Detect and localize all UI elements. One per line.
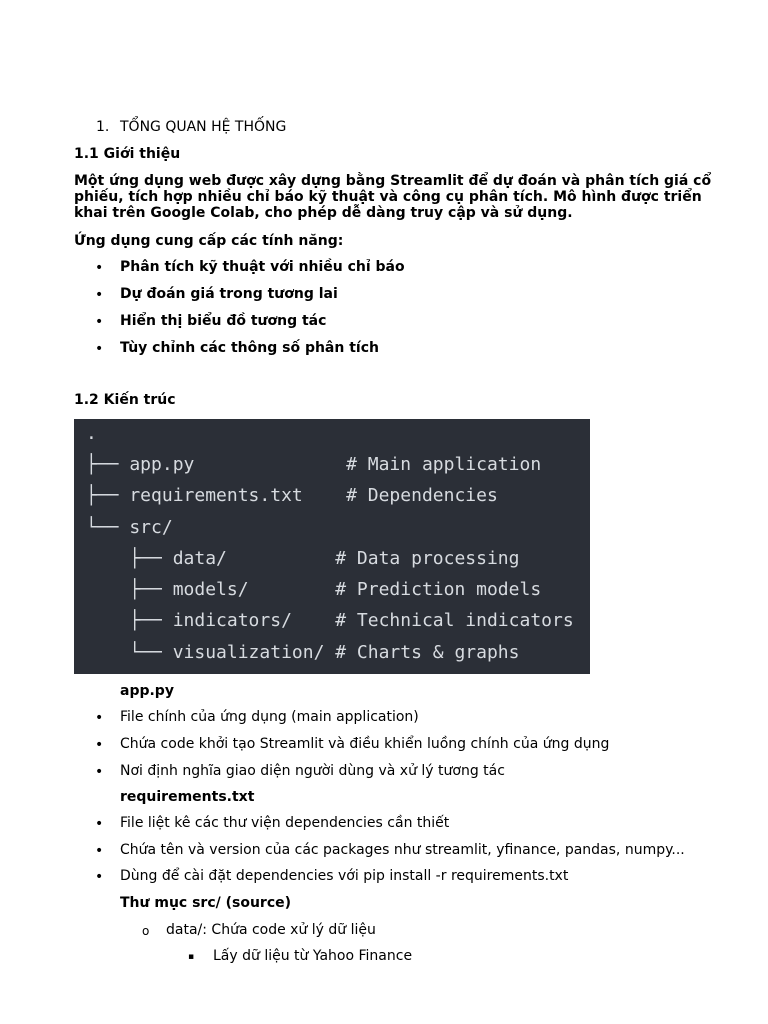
code-line: └── visualization/ # Charts & graphs [86,642,520,663]
requirements-title: requirements.txt [120,789,255,805]
section-intro-title: 1.1 Giới thiệu [74,146,181,162]
feature-item: Dự đoán giá trong tương lai [120,286,338,302]
bullet-icon: • [95,737,104,753]
code-block [74,419,590,674]
intro-paragraph: Một ứng dụng web được xây dựng bằng Streamlit để dự đoán và phân tích giá cổ phiếu, tích hợp nhiều chỉ báo kỹ thuật và công cụ phân tích. Mô hình được triển khai trên Google Colab, cho phép dễ dàng truy cập và sử dụng. [74,173,712,221]
app-py-title: app.py [120,683,174,699]
requirements-item: Chứa tên và version của các packages như streamlit, yfinance, pandas, numpy... [120,842,685,858]
feature-item: Tùy chỉnh các thông số phân tích [120,340,379,356]
requirements-item: File liệt kê các thư viện dependencies cần thiết [120,815,450,831]
bullet-icon: • [95,314,104,330]
bullet-icon: • [95,869,104,885]
code-line: ├── requirements.txt # Dependencies [86,485,498,506]
code-line: └── src/ [86,517,173,538]
code-line: ├── data/ # Data processing [86,548,520,569]
circle-bullet-icon: o [142,924,150,938]
features-lead: Ứng dụng cung cấp các tính năng: [74,233,344,249]
bullet-icon: • [95,843,104,859]
square-bullet-icon: ▪ [188,952,195,962]
app-py-item: Nơi định nghĩa giao diện người dùng và xử lý tương tác [120,763,505,779]
src-sub-item: data/: Chứa code xử lý dữ liệu [166,922,376,938]
app-py-item: Chứa code khởi tạo Streamlit và điều khiển luồng chính của ứng dụng [120,736,610,752]
feature-item: Hiển thị biểu đồ tương tác [120,313,327,329]
bullet-icon: • [95,816,104,832]
bullet-icon: • [95,764,104,780]
bullet-icon: • [95,341,104,357]
app-py-item: File chính của ứng dụng (main application) [120,709,419,725]
section-architecture-title: 1.2 Kiến trúc [74,392,176,408]
code-line: ├── app.py # Main application [86,454,542,475]
code-line: ├── models/ # Prediction models [86,579,542,600]
code-line: ├── indicators/ # Technical indicators [86,610,574,631]
requirements-item: Dùng để cài đặt dependencies với pip install -r requirements.txt [120,868,569,884]
feature-item: Phân tích kỹ thuật với nhiều chỉ báo [120,259,405,275]
bullet-icon: • [95,287,104,303]
heading-number: 1. [96,119,110,135]
src-title: Thư mục src/ (source) [120,895,292,911]
code-line: . [86,423,97,444]
heading-title: TỔNG QUAN HỆ THỐNG [120,119,287,135]
bullet-icon: • [95,710,104,726]
src-sub-sub-item: Lấy dữ liệu từ Yahoo Finance [213,948,413,964]
bullet-icon: • [95,260,104,276]
